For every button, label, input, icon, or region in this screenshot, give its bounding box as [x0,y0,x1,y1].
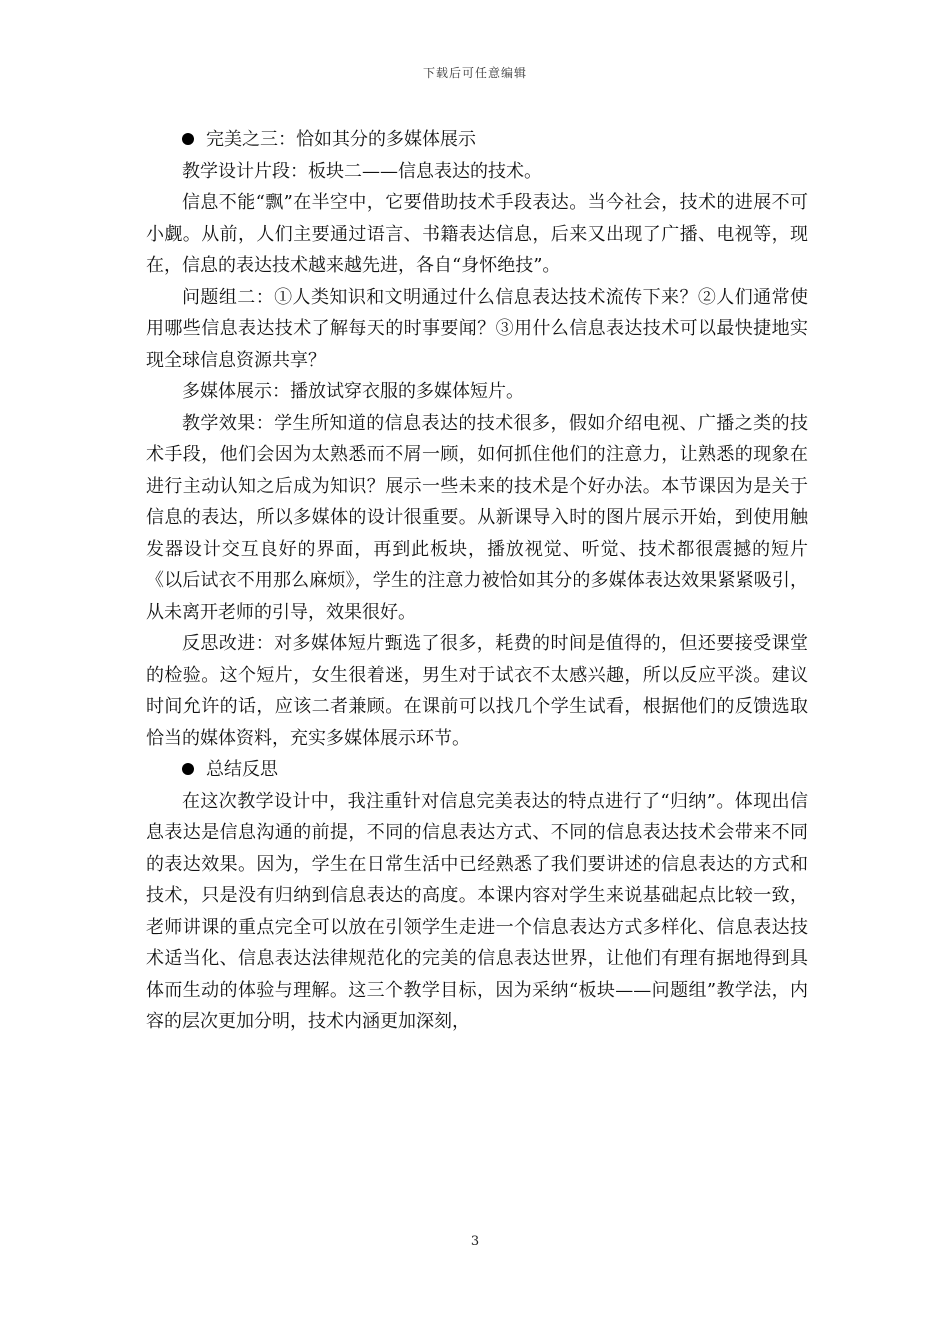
paragraph-teaching-effect: 教学效果：学生所知道的信息表达的技术很多，假如介绍电视、广播之类的技术手段，他们会因为太熟悉而不屑一顾，如何抓住他们的注意力，让熟悉的现象在进行主动认知之后成为知识？展示一些未来的技术是个好办法。本节课因为是关于信息的表达，所以多媒体的设计很重要。从新课导入时的图片展示开始，到使用触发器设计交互良好的界面，再到此板块，播放视觉、听觉、技术都很震撼的短片《以后试衣不用那么麻烦》，学生的注意力被恰如其分的多媒体表达效果紧紧吸引，从未离开老师的引导，效果很好。 [146,412,808,623]
paragraph-information-technology: 信息不能“飘”在半空中，它要借助技术手段表达。当今社会，技术的进展不可小觑。从前，人们主要通过语言、书籍表达信息，后来又出现了广播、电视等，现在，信息的表达技术越来越先进，各自“身怀绝技”。 [146,192,808,276]
section-heading-summary [146,754,808,786]
section-heading-perfect-three [146,124,808,156]
paragraph-question-group-two: 问题组二：①人类知识和文明通过什么信息表达技术流传下来？②人们通常使用哪些信息表达技术了解每天的时事要闻？③用什么信息表达技术可以最快捷地实现全球信息资源共享？ [146,286,808,371]
section-heading-text: 总结反思 [206,759,278,780]
bullet-icon [182,763,194,775]
document-body [146,124,808,1038]
paragraph-reflection-improvement: 反思改进：对多媒体短片甄选了很多，耗费的时间是值得的，但还要接受课堂的检验。这个短片，女生很着迷，男生对于试衣不太感兴趣，所以反应平淡。建议时间允许的话，应该二者兼顾。在课前可以找几个学生试看，根据他们的反馈选取恰当的媒体资料，充实多媒体展示环节。 [146,633,808,749]
bullet-icon [182,133,194,145]
page-header: 下载后可任意编辑 [422,66,527,80]
paragraph-summary-reflection: 在这次教学设计中，我注重针对信息完美表达的特点进行了“归纳”。体现出信息表达是信息沟通的前提，不同的信息表达方式、不同的信息表达技术会带来不同的表达效果。因为，学生在日常生活中已经熟悉了我们要讲述的信息表达的方式和技术，只是没有归纳到信息表达的高度。本课内容对学生来说基础起点比较一致，老师讲课的重点完全可以放在引领学生走进一个信息表达方式多样化、信息表达技术适当化、信息表达法律规范化的完美的信息表达世界，让他们有理有据地得到具体而生动的体验与理解。这三个教学目标，因为采纳“板块——问题组”教学法，内容的层次更加分明，技术内涵更加深刻， [146,790,808,1032]
paragraph-multimedia-display: 多媒体展示：播放试穿衣服的多媒体短片。 [182,381,524,402]
page-number: 3 [470,1234,480,1249]
paragraph-design-fragment: 教学设计片段：板块二——信息表达的技术。 [182,160,542,182]
section-heading-text: 完美之三：恰如其分的多媒体展示 [206,129,476,150]
